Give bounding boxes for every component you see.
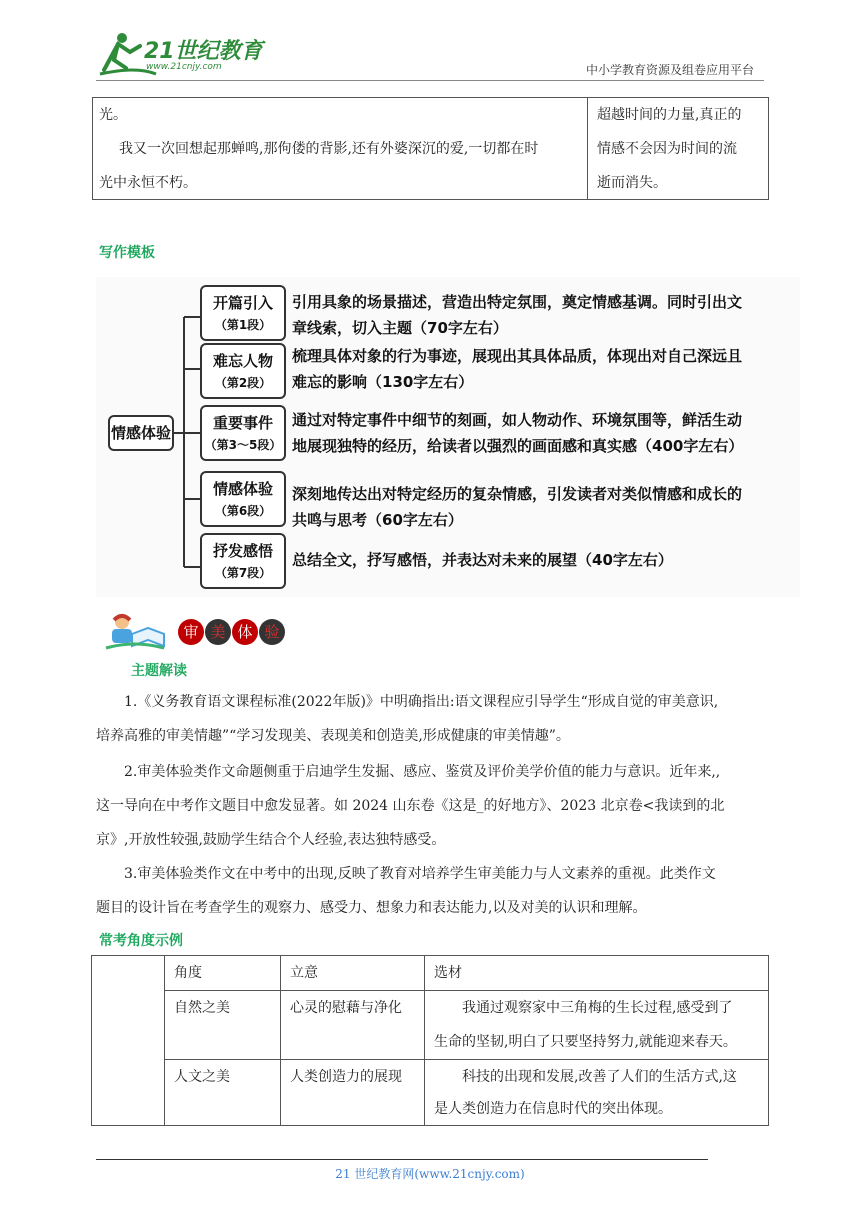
badge-char-2-text: 美 xyxy=(210,623,226,641)
mindmap-node-1 xyxy=(200,285,286,341)
node-title: 重要事件 xyxy=(212,414,273,432)
mindmap-desc-3 xyxy=(292,407,792,459)
reading-kid-icon xyxy=(104,612,166,650)
desc-line: 难忘的影响（130字左右） xyxy=(292,373,474,391)
paragraph-3 xyxy=(96,857,768,925)
desc-line: 总结全文，抒写感悟，并表达对未来的展望（40字左右） xyxy=(292,551,673,569)
top-table-divider xyxy=(587,98,588,199)
mindmap-node-3 xyxy=(200,405,286,461)
theme-heading: 主题解读 xyxy=(131,663,187,679)
top-right-line-3: 逝而消失。 xyxy=(597,175,667,191)
node-title: 开篇引入 xyxy=(212,294,273,312)
top-left-line-1: 光。 xyxy=(99,107,127,123)
desc-line: 地展现独特的经历，给读者以强烈的画面感和真实感（400字左右） xyxy=(292,437,744,455)
angles-heading: 常考角度示例 xyxy=(99,933,183,949)
row2-angle: 人文之美 xyxy=(174,1069,230,1085)
node-sub: （第6段） xyxy=(214,504,272,518)
node-title: 情感体验 xyxy=(212,480,273,498)
node-title: 难忘人物 xyxy=(212,352,273,370)
paragraph-line: 这一导向在中考作文题目中愈发显著。如 2024 山东卷《这是_的好地方》、2023 北京卷<我读到的北 xyxy=(96,798,725,814)
top-right-line-1: 超越时间的力量,真正的 xyxy=(597,107,742,123)
row1-material-line2: 生命的坚韧,明白了只要坚持努力,就能迎来春天。 xyxy=(434,1034,737,1050)
mindmap-root: 情感体验 xyxy=(108,415,174,451)
row2-material-line2: 是人类创造力在信息时代的突出体现。 xyxy=(434,1101,672,1117)
top-left-line-2: 我又一次回想起那蝉鸣,那佝偻的背影,还有外婆深沉的爱,一切都在时 xyxy=(119,141,539,157)
desc-line: 通过对特定事件中细节的刻画，如人物动作、环境氛围等，鲜活生动 xyxy=(292,411,743,429)
desc-line: 深刻地传达出对特定经历的复杂情感，引发读者对类似情感和成长的 xyxy=(292,485,743,503)
mindmap-node-2 xyxy=(200,343,286,399)
badge-char-4-text: 验 xyxy=(264,623,280,641)
node-title: 抒发感悟 xyxy=(212,542,273,560)
node-sub: （第3～5段） xyxy=(204,438,282,452)
template-heading: 写作模板 xyxy=(99,245,155,261)
badge-char-1: 审 xyxy=(178,619,204,645)
desc-line: 引用具象的场景描述，营造出特定氛围，奠定情感基调。同时引出文 xyxy=(292,293,743,311)
header-angle: 角度 xyxy=(174,965,202,981)
mindmap-desc-5 xyxy=(292,547,792,573)
top-table xyxy=(92,97,769,200)
node-sub: （第2段） xyxy=(214,376,272,390)
mindmap-node-5 xyxy=(200,533,286,589)
angles-table xyxy=(91,955,769,1126)
badge-char-4 xyxy=(259,619,285,645)
top-right-line-2: 情感不会因为时间的流 xyxy=(597,141,737,157)
footer-divider xyxy=(96,1159,708,1160)
header-idea: 立意 xyxy=(290,965,318,981)
desc-line: 章线索，切入主题（70字左右） xyxy=(292,319,508,337)
header-material: 选材 xyxy=(434,965,462,981)
badge-char-2 xyxy=(205,619,231,645)
node-sub: （第1段） xyxy=(214,318,272,332)
row1-idea: 心灵的慰藉与净化 xyxy=(290,1000,402,1016)
paragraph-line: 3.审美体验类作文在中考中的出现,反映了教育对培养学生审美能力与人文素养的重视。此类作文 xyxy=(124,866,716,882)
paragraph-2 xyxy=(96,755,768,857)
badge-char-3: 体 xyxy=(232,619,258,645)
platform-name: 中小学教育资源及组卷应用平台 xyxy=(585,63,754,77)
top-left-line-3: 光中永恒不朽。 xyxy=(99,175,197,191)
mindmap-node-4 xyxy=(200,471,286,527)
row2-material-line1: 科技的出现和发展,改善了人们的生活方式,这 xyxy=(462,1069,737,1085)
paragraph-line: 题目的设计旨在考查学生的观察力、感受力、想象力和表达能力,以及对美的认识和理解。 xyxy=(96,900,647,916)
row2-idea: 人类创造力的展现 xyxy=(290,1069,402,1085)
paragraph-line: 培养高雅的审美情趣”“学习发现美、表现美和创造美,形成健康的审美情趣”。 xyxy=(96,728,570,744)
mindmap-desc-1 xyxy=(292,289,792,341)
header-divider xyxy=(96,80,764,81)
paragraph-1 xyxy=(96,685,768,753)
paragraph-line: 京》,开放性较强,鼓励学生结合个人经验,表达独特感受。 xyxy=(96,832,446,848)
node-sub: （第7段） xyxy=(214,566,272,580)
mindmap-desc-2 xyxy=(292,343,792,395)
logo-url: www.21cnjy.com xyxy=(146,62,222,72)
table-vline xyxy=(164,956,165,1125)
table-vline xyxy=(424,956,425,1125)
mindmap-desc-4 xyxy=(292,481,792,533)
table-vline xyxy=(280,956,281,1125)
footer-text: 21 世纪教育网(www.21cnjy.com) xyxy=(335,1167,525,1181)
writing-template-mindmap xyxy=(96,277,800,597)
desc-line: 梳理具体对象的行为事迹，展现出其具体品质，体现出对自己深远且 xyxy=(292,347,743,365)
row1-angle: 自然之美 xyxy=(174,1000,230,1016)
logo-text: 21世纪教育 xyxy=(144,39,263,64)
paragraph-line: 1.《义务教育语文课程标准(2022年版)》中明确指出:语文课程应引导学生“形成自觉的审美意识, xyxy=(124,694,719,710)
desc-line: 共鸣与思考（60字左右） xyxy=(292,511,463,529)
paragraph-line: 2.审美体验类作文命题侧重于启迪学生发掘、感应、鉴赏及评价美学价值的能力与意识。近年来,, xyxy=(124,764,721,780)
row1-material-line1: 我通过观察家中三角梅的生长过程,感受到了 xyxy=(462,1000,733,1016)
